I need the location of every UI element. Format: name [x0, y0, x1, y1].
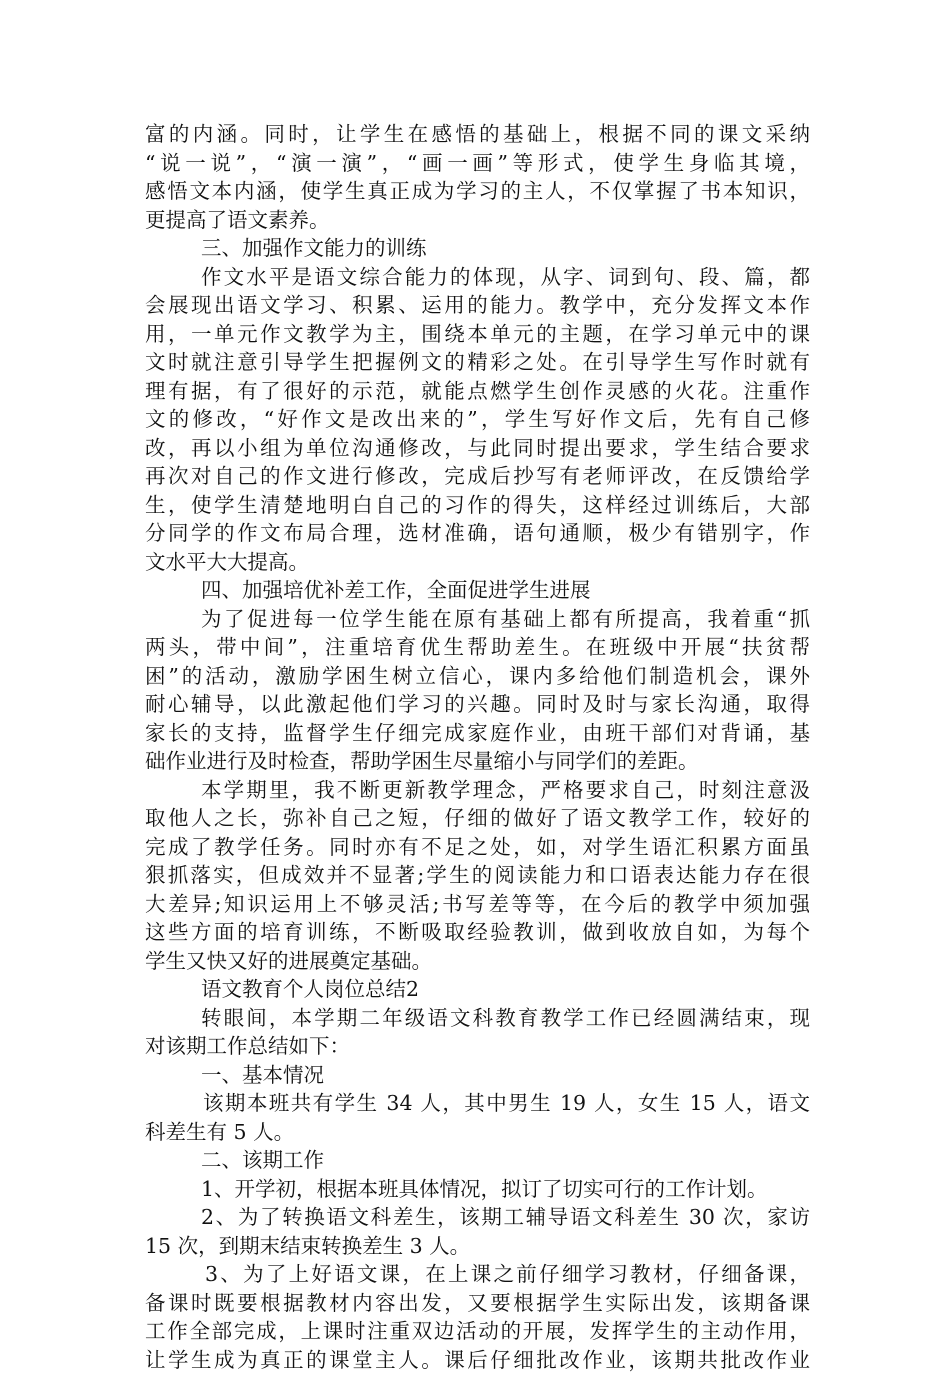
text-line: 两头，带中间”，注重培育优生帮助差生。在班级中开展“扶贫帮: [145, 633, 810, 662]
text-line: 分同学的作文布局合理，选材准确，语句通顺，极少有错别字，作: [145, 519, 810, 548]
text-line: 文水平大大提高。: [145, 548, 810, 577]
text-line: 该期本班共有学生 34 人，其中男生 19 人，女生 15 人，语文: [145, 1089, 810, 1118]
text-line: 本学期里，我不断更新教学理念，严格要求自己，时刻注意汲: [145, 776, 810, 805]
text-line: 一、基本情况: [145, 1061, 810, 1090]
text-line: 为了促进每一位学生能在原有基础上都有所提高，我着重“抓: [145, 605, 810, 634]
text-line: 1、开学初，根据本班具体情况，拟订了切实可行的工作计划。: [145, 1175, 810, 1204]
text-line: 学生又快又好的进展奠定基础。: [145, 947, 810, 976]
text-line: 耐心辅导，以此激起他们学习的兴趣。同时及时与家长沟通，取得: [145, 690, 810, 719]
text-line: 再次对自己的作文进行修改，完成后抄写有老师评改，在反馈给学: [145, 462, 810, 491]
text-line: 备课时既要根据教材内容出发，又要根据学生实际出发，该期备课: [145, 1289, 810, 1318]
text-line: 转眼间，本学期二年级语文科教育教学工作已经圆满结束，现: [145, 1004, 810, 1033]
text-line: 改，再以小组为单位沟通修改，与此同时提出要求，学生结合要求: [145, 434, 810, 463]
text-line: 让学生成为真正的课堂主人。课后仔细批改作业，该期共批改作业: [145, 1346, 810, 1374]
text-line: 大差异;知识运用上不够灵活;书写差等等，在今后的教学中须加强: [145, 890, 810, 919]
text-line: 生，使学生清楚地明白自己的习作的得失，这样经过训练后，大部: [145, 491, 810, 520]
text-line: 理有据，有了很好的示范，就能点燃学生创作灵感的火花。注重作: [145, 377, 810, 406]
text-line: 感悟文本内涵，使学生真正成为学习的主人，不仅掌握了书本知识，: [145, 177, 810, 206]
text-line: 用，一单元作文教学为主，围绕本单元的主题，在学习单元中的课: [145, 320, 810, 349]
text-line: 二、该期工作: [145, 1146, 810, 1175]
text-line: 完成了教学任务。同时亦有不足之处，如，对学生语汇积累方面虽: [145, 833, 810, 862]
text-line: 工作全部完成，上课时注重双边活动的开展，发挥学生的主动作用，: [145, 1317, 810, 1346]
text-line: 础作业进行及时检查，帮助学困生尽量缩小与同学们的差距。: [145, 747, 810, 776]
text-line: 狠抓落实，但成效并不显著;学生的阅读能力和口语表达能力存在很: [145, 861, 810, 890]
text-line: “说一说”，“演一演”，“画一画”等形式，使学生身临其境，: [145, 149, 810, 178]
document-body: [145, 120, 810, 1374]
text-line: 会展现出语文学习、积累、运用的能力。教学中，充分发挥文本作: [145, 291, 810, 320]
text-line: 富的内涵。同时，让学生在感悟的基础上，根据不同的课文采纳: [145, 120, 810, 149]
text-line: 取他人之长，弥补自己之短，仔细的做好了语文教学工作，较好的: [145, 804, 810, 833]
text-line: 科差生有 5 人。: [145, 1118, 810, 1147]
text-line: 语文教育个人岗位总结2: [145, 975, 810, 1004]
text-line: 作文水平是语文综合能力的体现，从字、词到句、段、篇，都: [145, 263, 810, 292]
text-line: 对该期工作总结如下：: [145, 1032, 810, 1061]
text-line: 这些方面的培育训练，不断吸取经验教训，做到收放自如，为每个: [145, 918, 810, 947]
text-line: 四、加强培优补差工作，全面促进学生进展: [145, 576, 810, 605]
text-line: 2、为了转换语文科差生，该期工辅导语文科差生 30 次，家访: [145, 1203, 810, 1232]
text-line: 家长的支持，监督学生仔细完成家庭作业，由班干部们对背诵，基: [145, 719, 810, 748]
text-line: 三、加强作文能力的训练: [145, 234, 810, 263]
text-line: 15 次，到期末结束转换差生 3 人。: [145, 1232, 810, 1261]
text-line: 困”的活动，激励学困生树立信心，课内多给他们制造机会，课外: [145, 662, 810, 691]
text-line: 文时就注意引导学生把握例文的精彩之处。在引导学生写作时就有: [145, 348, 810, 377]
text-line: 3、为了上好语文课，在上课之前仔细学习教材，仔细备课，: [145, 1260, 810, 1289]
text-line: 更提高了语文素养。: [145, 206, 810, 235]
text-line: 文的修改，“好作文是改出来的”，学生写好作文后，先有自己修: [145, 405, 810, 434]
